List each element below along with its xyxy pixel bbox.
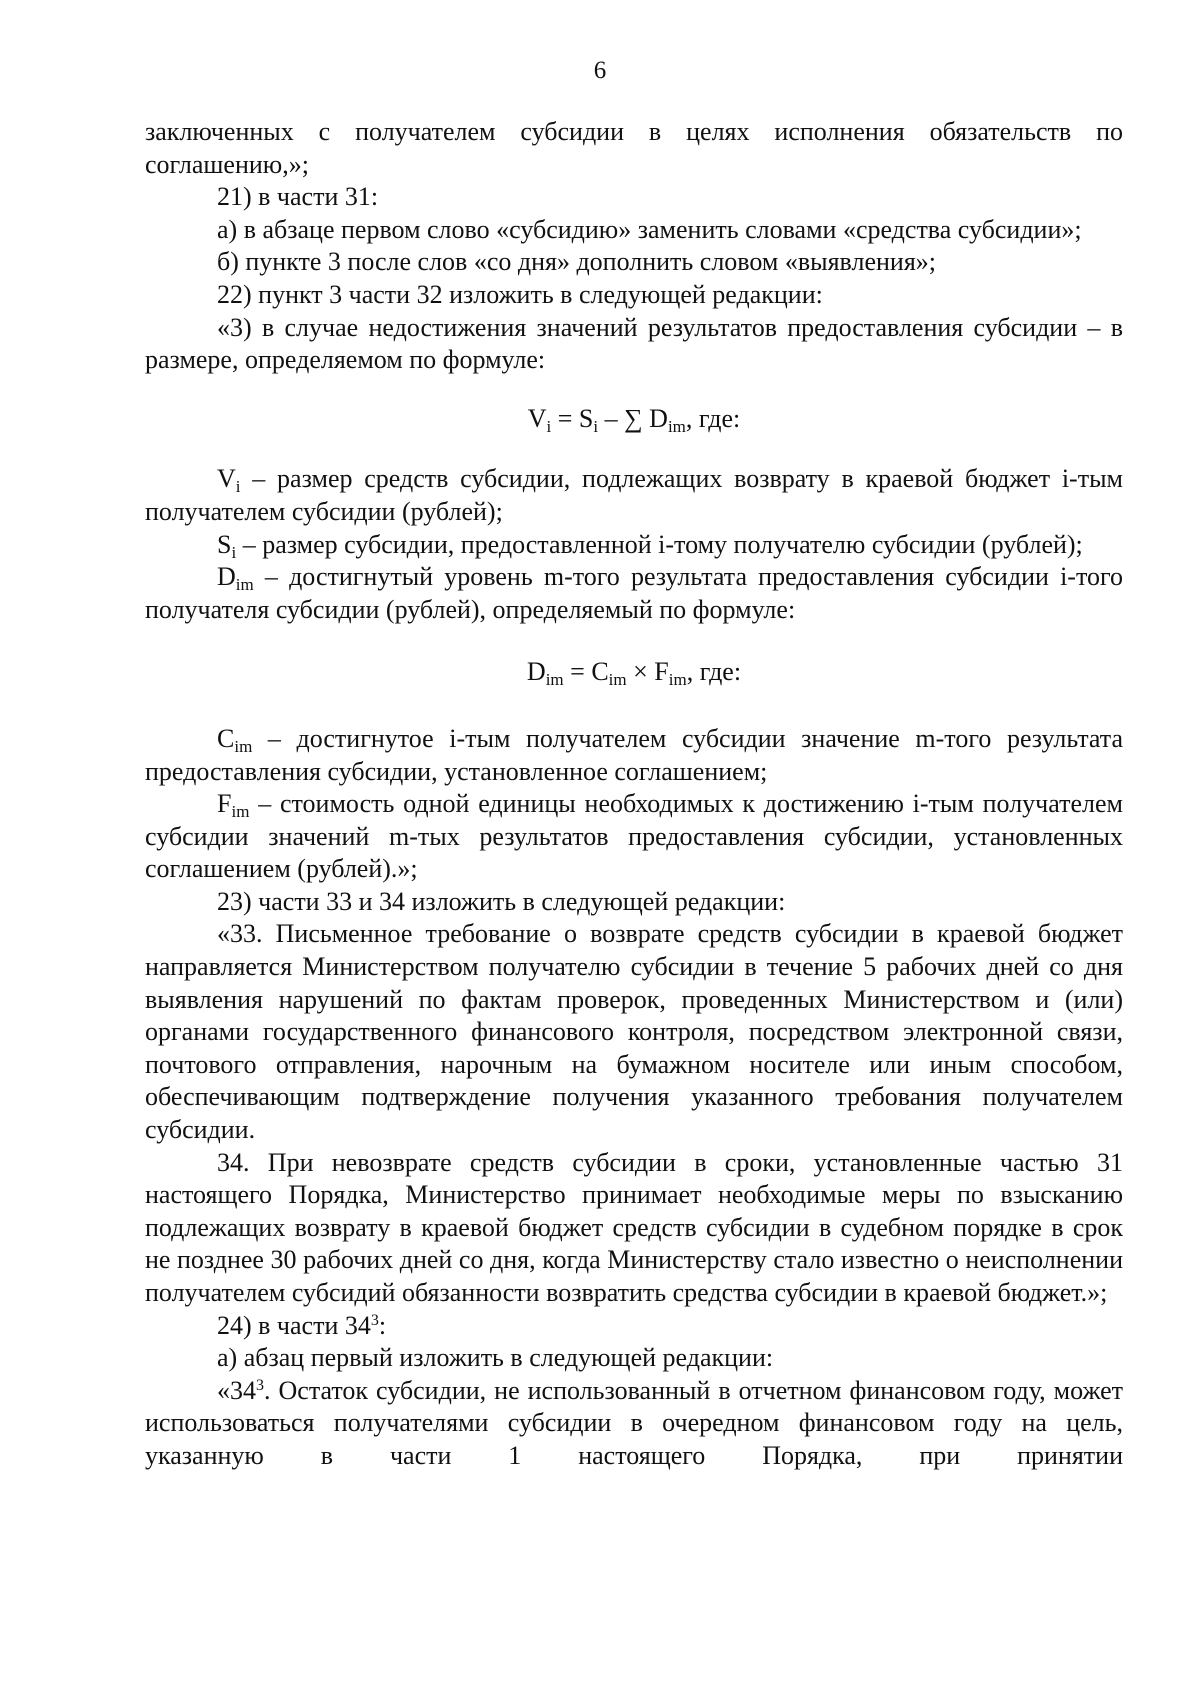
paragraph: 24) в части $34^3$: bbox=[217, 1310, 387, 1340]
definition-si: $S_i$ – размер субсидии, предоставленной i-тому получателю субсидии (рублей); bbox=[217, 529, 1083, 562]
formula-dim: $D_{im} = C_{im} \times F_{im}$, где: bbox=[526, 657, 742, 690]
paragraph: «3) в случае недостижения значений результатов предоставления субсидии – в размере, определяемом по формуле: bbox=[145, 312, 1123, 375]
definition-vi: $V_i$ – размер средств субсидии, подлежащих возврату в краевой бюджет i-тым получателем субсидии (рублей); bbox=[145, 464, 1123, 526]
definition-fim: $F_{im}$ – стоимость одной единицы необходимых к достижению i-тым получателем субсидии значений m-тых результатов предоставления субсидии, установленных соглашением (рублей).»; bbox=[145, 789, 1123, 884]
paragraph: «33. Письменное требование о возврате средств субсидии в краевой бюджет направляется Министерством получателю субсидии в течение 5 рабочих дней со дня выявления нарушений по фактам проверок, проведенных Министерством и (или) органами государственного финансового контроля, посредством электронной связи, почтового отправления, нарочным на бумажном носителе или иным способом, обеспечивающим подтверждение получения указанного требования получателем субсидии. bbox=[145, 919, 1123, 1145]
document-body bbox=[145, 116, 1123, 1473]
definition-dim: $D_{im}$ – достигнутый уровень m-того результата предоставления субсидии i-того получателя субсидии (рублей), определяемый по формуле: bbox=[145, 562, 1123, 624]
definition-cim: $C_{im}$ – достигнутое i-тым получателем субсидии значение m-того результата предоставления субсидии, установленное соглашением; bbox=[145, 723, 1123, 786]
paragraph: 23) части 33 и 34 изложить в следующей редакции: bbox=[217, 886, 786, 916]
paragraph: а) в абзаце первом слово «субсидию» заменить словами «средства субсидии»; bbox=[217, 214, 1082, 244]
paragraph: 21) в части 31: bbox=[217, 182, 379, 212]
page-number: 6 bbox=[593, 57, 607, 84]
paragraph: б) пункте 3 после слов «со дня» дополнить словом «выявления»; bbox=[217, 247, 937, 277]
formula-vi: $V_i = S_i$ – ∑ $D_{im}$, где: bbox=[527, 403, 741, 436]
paragraph: «$34^3$. Остаток субсидии, не использованный в отчетном финансовом году, может использоваться получателями субсидии в очередном финансовом году на цель, указанную в части 1 настоящего Порядка, при принятии bbox=[145, 1375, 1123, 1470]
paragraph: 22) пункт 3 части 32 изложить в следующей редакции: bbox=[217, 279, 823, 309]
paragraph: 34. При невозврате средств субсидии в сроки, установленные частью 31 настоящего Порядка, Министерство принимает необходимые меры по взысканию подлежащих возврату в краевой бюджет средств субсидии в судебном порядке в срок не позднее 30 рабочих дней со дня, когда Министерству стало известно о неисполнении получателем субсидий обязанности возвратить средства субсидии в краевой бюджет.»; bbox=[145, 1147, 1123, 1307]
paragraph: заключенных с получателем субсидии в целях исполнения обязательств по соглашению,»; bbox=[145, 117, 1123, 179]
paragraph: а) абзац первый изложить в следующей редакции: bbox=[217, 1343, 774, 1373]
